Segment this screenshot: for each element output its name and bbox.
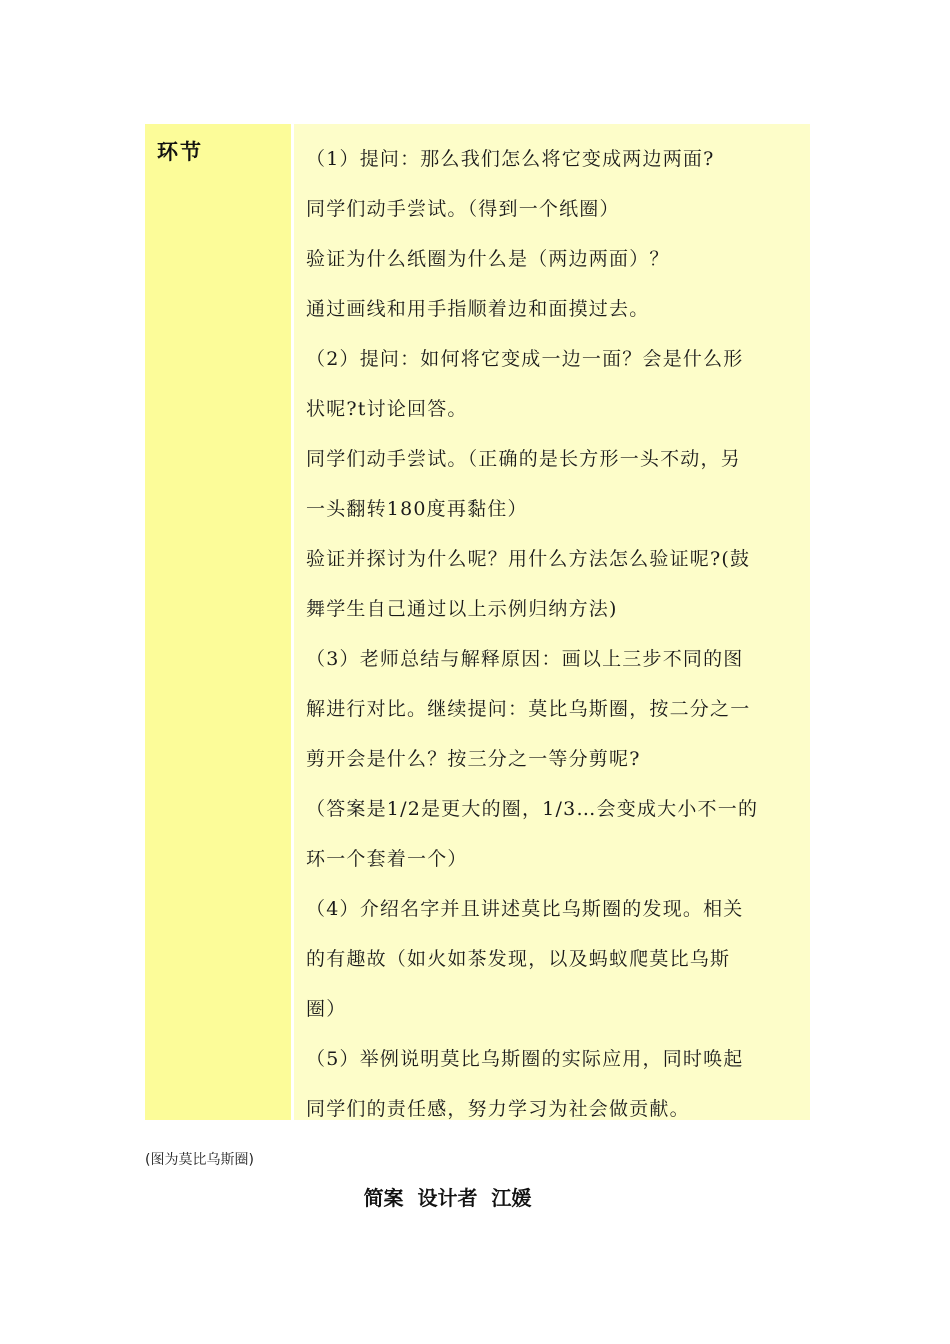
content-line: （1）提问：那么我们怎么将它变成两边两面? [306,148,715,170]
content-line: （3）老师总结与解释原因：画以上三步不同的图 [306,648,744,670]
content-line: 圈） [306,998,347,1020]
content-line: 的有趣故（如火如茶发现，以及蚂蚁爬莫比乌斯 [306,948,731,970]
content-line: （4）介绍名字并且讲述莫比乌斯圈的发现。相关 [306,898,744,920]
content-line: 同学们的责任感，努力学习为社会做贡献。 [306,1098,690,1120]
content-line: 同学们动手尝试。（得到一个纸圈） [306,198,620,220]
footer-title: 简案 设计者 江媛 [363,1186,532,1210]
content-line: 环一个套着一个） [306,848,468,870]
content-line: 剪开会是什么？按三分之一等分剪呢? [306,748,641,770]
section-label: 环节 [157,140,203,164]
section-content-cell [294,124,810,1120]
content-line: 一头翻转180度再黏住） [306,498,528,520]
content-line: 状呢?t讨论回答。 [306,398,468,420]
content-line: （答案是1/2是更大的圈，1/3…会变成大小不一的 [306,798,759,820]
content-line: 验证为什么纸圈为什么是（两边两面）？ [306,248,670,270]
content-line: 同学们动手尝试。（正确的是长方形一头不动，另 [306,448,741,470]
content-line: 通过画线和用手指顺着边和面摸过去。 [306,298,650,320]
content-line: 解进行对比。继续提问：莫比乌斯圈，按二分之一 [306,698,751,720]
content-line: 验证并探讨为什么呢？用什么方法怎么验证呢?(鼓 [306,548,751,570]
section-label-cell [145,124,291,1120]
content-line: （2）提问：如何将它变成一边一面？会是什么形 [306,348,744,370]
content-line: （5）举例说明莫比乌斯圈的实际应用，同时唤起 [306,1048,744,1070]
content-line: 舞学生自己通过以上示例归纳方法) [306,598,618,620]
lesson-table [145,124,810,1120]
figure-caption: (图为莫比乌斯圈) [145,1152,254,1168]
